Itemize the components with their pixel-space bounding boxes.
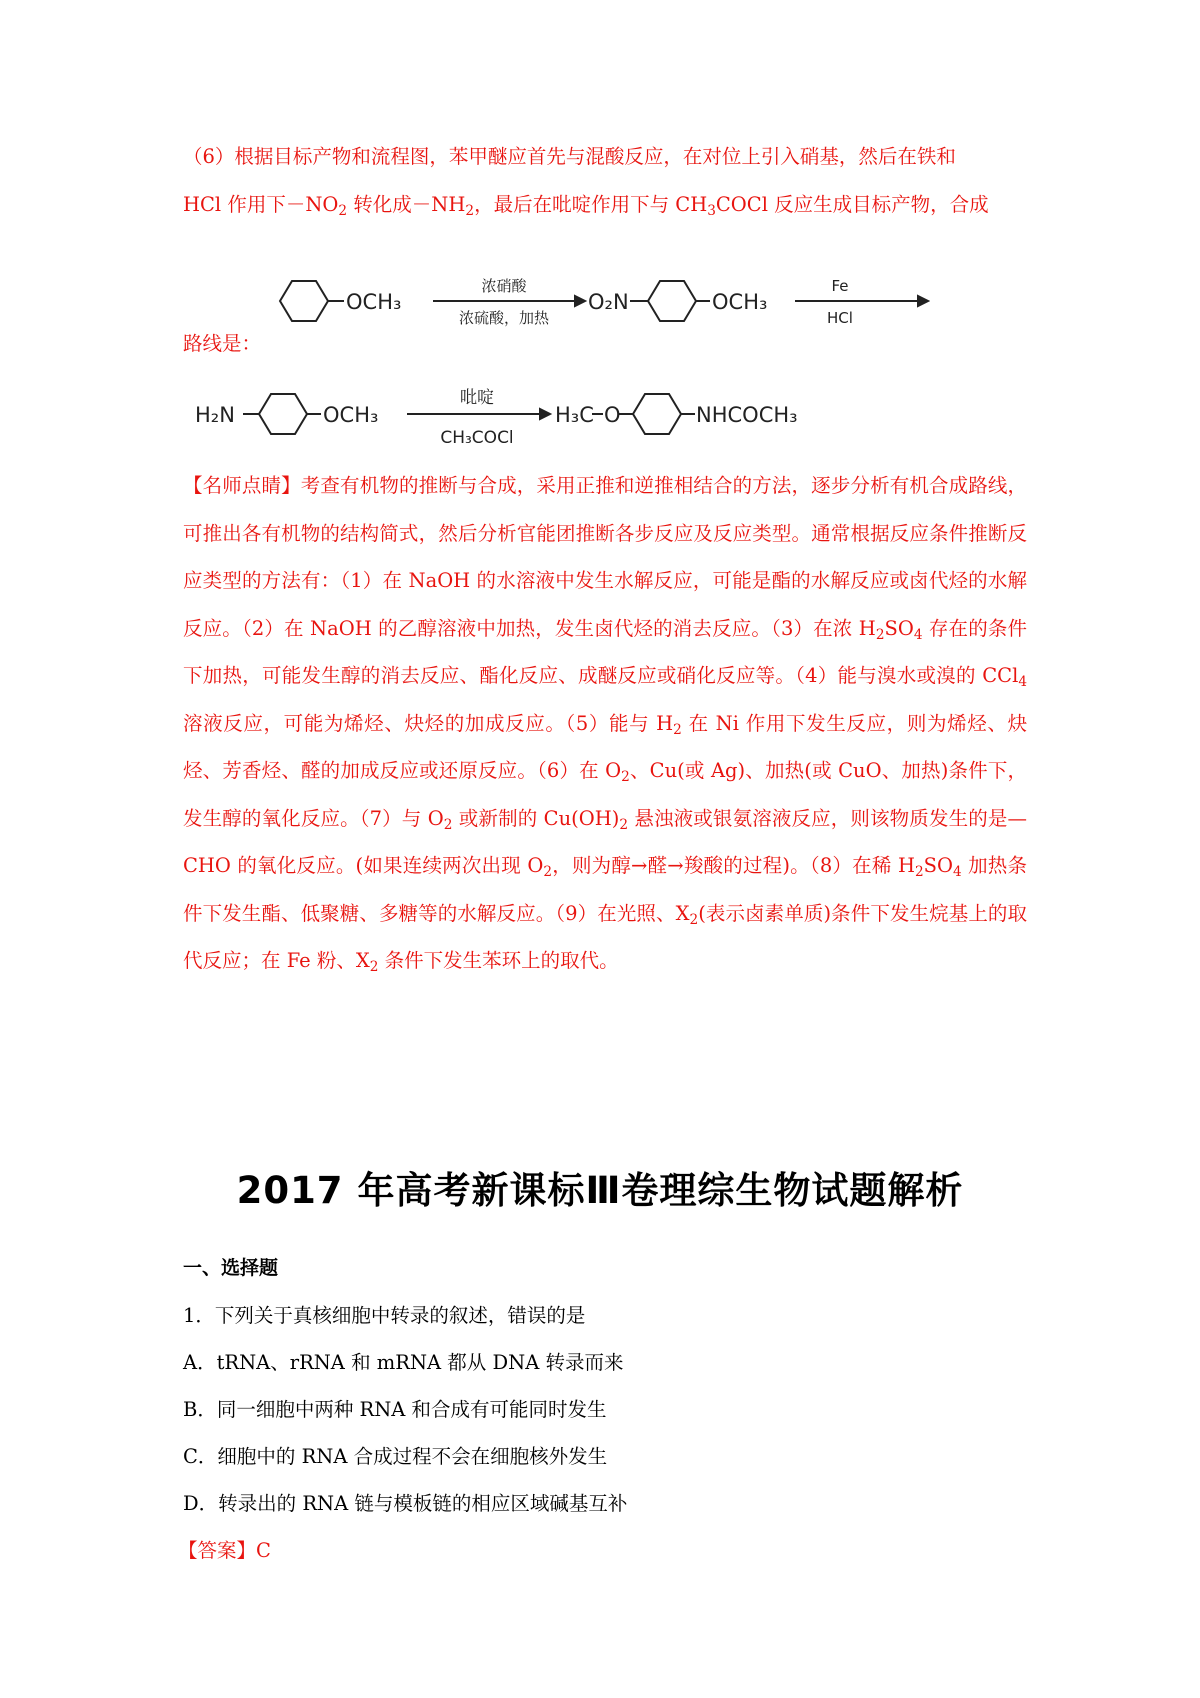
scheme2-arrow-top: 吡啶 bbox=[460, 388, 494, 408]
exam-title: 2017 年高考新课标Ⅲ卷理综生物试题解析 bbox=[236, 1169, 964, 1212]
scheme2-start-right: OCH₃ bbox=[323, 403, 379, 427]
scheme2-arrow-bottom: CH₃COCl bbox=[440, 428, 514, 448]
scheme-1-graphic bbox=[270, 255, 930, 335]
answer-line bbox=[178, 1535, 271, 1563]
section-heading: 一、选择题 bbox=[183, 1257, 279, 1279]
option-d: D．转录出的 RNA 链与模板链的相应区域碱基互补 bbox=[183, 1492, 628, 1515]
option-b: B．同一细胞中两种 RNA 和合成有可能同时发生 bbox=[183, 1398, 607, 1421]
tip-heading: 【名师点睛】 bbox=[183, 474, 301, 497]
synthesis-scheme-2 bbox=[195, 370, 845, 459]
benzene-ring-4 bbox=[633, 394, 681, 434]
tip-body: 考查有机物的推断与合成，采用正推和逆推相结合的方法，逐步分析有机合成路线，可推出各有机物的结构简式，然后分析官能团推断各步反应及反应类型。通常根据反应条件推断反应类型的方法有：（1）在 NaOH 的水溶液中发生水解反应，可能是酯的水解反应或卤代烃的水解反应。（2）在 NaOH 的乙醇溶液中加热，发生卤代烃的消去反应。（3）在浓 $H_2SO_4$ 存在的条件下加热，可能发生醇的消去反应、酯化反应、成醚反应或硝化反应等。（4）能与溴水或溴的 CCl$_4$ 溶液反应，可能为烯烃、炔烃的加成反应。（5）能与 $H_2$ 在 Ni 作用下发生反应，则为烯烃、炔烃、芳香烃、醛的加成反应或还原反应。（6）在 $O_2$、Cu(或 Ag)、加热(或 CuO、加热)条件下，发生醇的氧化反应。（7）与 $O_2$ 或新制的 $Cu(OH)_2$ 悬浊液或银氨溶液反应，则该物质发生的是—CHO 的氧化反应。(如果连续两次出现 $O_2$，则为醇→醛→羧酸的过程)。（8）在稀 $H_2SO_4$ 加热条件下发生酯、低聚糖、多糖等的水解反应。（9）在光照、$X_2$(表示卤素单质)条件下发生烷基上的取代反应；在 Fe 粉、$X_2$ 条件下发生苯环上的取代。 bbox=[183, 474, 1028, 976]
expert-tip-paragraph bbox=[183, 462, 1027, 985]
benzene-ring-3 bbox=[259, 394, 307, 434]
p6-line-1: （6）根据目标产物和流程图，苯甲醚应首先与混酸反应，在对位上引入硝基，然后在铁和 bbox=[183, 145, 956, 168]
scheme1-arrow1-bottom: 浓硫酸，加热 bbox=[458, 309, 550, 327]
scheme2-product-left: H₃C bbox=[555, 403, 594, 427]
analysis-paragraph-6 bbox=[183, 133, 1027, 228]
scheme2-product-right: NHCOCH₃ bbox=[696, 403, 798, 427]
option-a: A．tRNA、rRNA 和 mRNA 都从 DNA 转录而来 bbox=[183, 1351, 624, 1374]
route-label: 路线是： bbox=[183, 332, 262, 355]
benzene-ring-1 bbox=[280, 281, 328, 321]
scheme2-product-o: O bbox=[604, 403, 621, 427]
answer-value: C bbox=[256, 1539, 271, 1562]
scheme1-arrow2-top: Fe bbox=[831, 277, 849, 295]
synthesis-scheme-1 bbox=[270, 255, 930, 339]
scheme1-product-right: OCH₃ bbox=[712, 290, 768, 314]
scheme1-arrow2-bottom: HCl bbox=[827, 309, 853, 327]
scheme-2-graphic bbox=[195, 370, 845, 455]
option-c: C．细胞中的 RNA 合成过程不会在细胞核外发生 bbox=[183, 1445, 608, 1468]
scheme1-product-left: O₂N bbox=[588, 290, 629, 314]
p6-line-2: HCl 作用下$-NO_2$ 转化成$-NH_2$，最后在吡啶作用下与 $CH_3COCl$ 反应生成目标产物，合成 bbox=[183, 192, 989, 219]
benzene-ring-2 bbox=[648, 281, 696, 321]
scheme1-arrow1-top: 浓硝酸 bbox=[481, 277, 527, 295]
question-1: 1．下列关于真核细胞中转录的叙述，错误的是 bbox=[183, 1304, 586, 1327]
answer-label: 【答案】 bbox=[178, 1539, 257, 1562]
scheme2-start-left: H₂N bbox=[195, 403, 235, 427]
scheme1-start-group: OCH₃ bbox=[346, 290, 402, 314]
